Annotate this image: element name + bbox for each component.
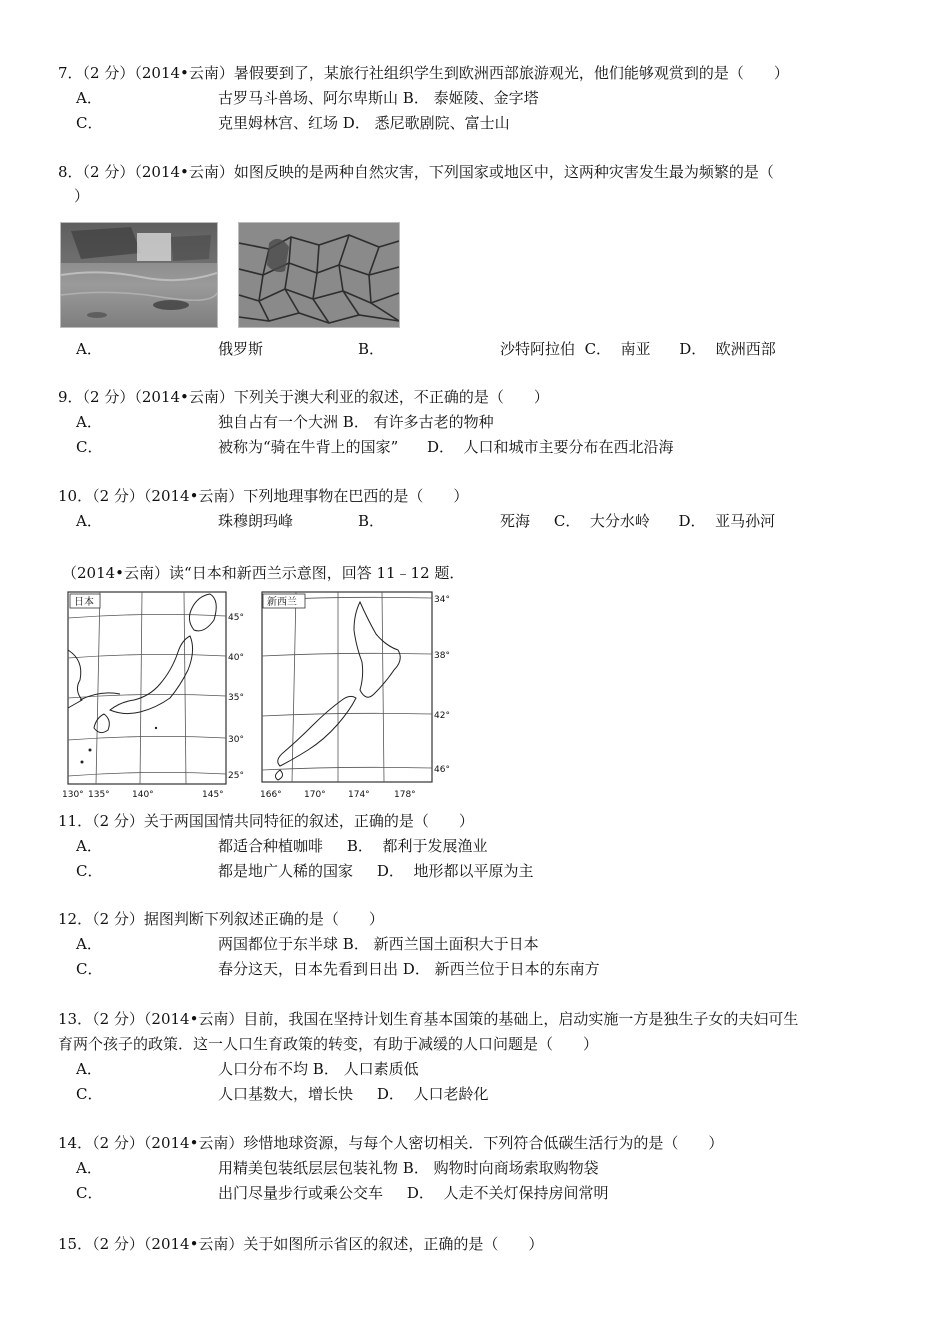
option-c-text: 都是地广人稀的国家 — [218, 862, 354, 880]
option-label-d: D． — [376, 1085, 404, 1103]
option-label-a: A． — [76, 413, 102, 431]
option-c-text: 出门尽量步行或乘公交车 — [218, 1184, 384, 1202]
option-label-c: C． — [76, 114, 103, 132]
question-10-stem: 10．（2 分）（2014•云南）下列地理事物在巴西的是（ ） — [58, 487, 469, 505]
lon-label: 145° — [202, 790, 224, 800]
option-label-b: B． — [358, 340, 385, 358]
lon-label: 130° — [62, 790, 84, 800]
option-label-c: C． — [553, 512, 581, 530]
option-a-text: 古罗马斗兽场、阿尔卑斯山 — [218, 89, 399, 107]
japan-map — [60, 590, 250, 806]
option-b-text: 人口素质低 — [343, 1060, 419, 1078]
option-c-text: 人口基数大，增长快 — [218, 1085, 354, 1103]
option-b-text: 有许多古老的物种 — [373, 413, 494, 431]
option-label-a: A． — [76, 1159, 102, 1177]
lon-label: 174° — [348, 790, 370, 800]
option-c-text: 南亚 — [620, 340, 651, 358]
option-a-text: 两国都位于东半球 — [218, 935, 339, 953]
option-label-d: D． — [679, 340, 707, 358]
lat-label: 42° — [434, 711, 450, 721]
option-label-b: B． — [358, 512, 385, 530]
option-label-d: D． — [402, 960, 430, 978]
drought-photo — [238, 222, 400, 328]
option-label-c: C． — [76, 438, 103, 456]
lon-label: 140° — [132, 790, 154, 800]
option-d-text: 新西兰位于日本的东南方 — [434, 960, 600, 978]
question-12-stem: 12．（2 分）据图判断下列叙述正确的是（ ） — [58, 910, 384, 928]
option-c-text: 克里姆林宫、红场 — [218, 114, 339, 132]
option-d-text: 亚马孙河 — [715, 512, 776, 530]
question-7-stem: 7．（2 分）（2014•云南）暑假要到了，某旅行社组织学生到欧洲西部旅游观光，他们能够观赏到的是（ ） — [58, 64, 789, 82]
lat-label: 34° — [434, 595, 450, 605]
option-label-c: C． — [76, 862, 103, 880]
option-b-text: 新西兰国土面积大于日本 — [373, 935, 539, 953]
option-line — [218, 412, 494, 432]
new-zealand-map-svg — [258, 590, 458, 802]
flood-photo-image — [61, 223, 217, 327]
option-label-b: B． — [342, 935, 369, 953]
lat-label: 35° — [228, 693, 244, 703]
option-d-text: 悉尼歌剧院、富士山 — [374, 114, 510, 132]
option-d-text: 地形都以平原为主 — [413, 862, 534, 880]
option-label-b: B． — [402, 89, 429, 107]
option-line — [218, 959, 600, 979]
lat-label: 25° — [228, 771, 244, 781]
option-label-b: B． — [312, 1060, 339, 1078]
lon-label: 135° — [88, 790, 110, 800]
option-line — [218, 88, 539, 108]
option-label-a: A． — [76, 89, 102, 107]
option-line — [218, 1059, 419, 1079]
option-line — [218, 437, 674, 457]
option-c-text: 大分水岭 — [589, 512, 650, 530]
option-d-text: 人口和城市主要分布在西北沿海 — [463, 438, 674, 456]
flood-photo — [60, 222, 218, 328]
question-15-stem: 15．（2 分）（2014•云南）关于如图所示省区的叙述，正确的是（ ） — [58, 1235, 544, 1253]
option-label-b: B． — [346, 837, 373, 855]
option-label-c: C． — [76, 960, 103, 978]
question-14-stem: 14．（2 分）（2014•云南）珍惜地球资源，与每个人密切相关．下列符合低碳生活行为的是（ ） — [58, 1134, 724, 1152]
option-label-c: C． — [76, 1085, 103, 1103]
option-line — [218, 861, 533, 881]
lon-label: 170° — [304, 790, 326, 800]
option-line — [218, 1158, 599, 1178]
option-label-a: A． — [76, 512, 102, 530]
lat-label: 40° — [228, 653, 244, 663]
option-label-d: D． — [426, 438, 454, 456]
question-8-stem: 8．（2 分）（2014•云南）如图反映的是两种自然灾害，下列国家或地区中，这两种灾害发生最为频繁的是（ — [58, 163, 774, 181]
option-d-text: 人口老龄化 — [413, 1085, 489, 1103]
lat-label: 38° — [434, 651, 450, 661]
question-13-stem: 13．（2 分）（2014•云南）目前，我国在坚持计划生育基本国策的基础上，启动实施一方是独生子女的夫妇可生 — [58, 1010, 799, 1028]
option-line — [500, 339, 776, 359]
option-line — [218, 934, 539, 954]
option-label-a: A． — [76, 1060, 102, 1078]
new-zealand-map — [258, 590, 458, 806]
japan-map-title: 日本 — [74, 597, 94, 608]
option-a-text: 独自占有一个大洲 — [218, 413, 339, 431]
lat-label: 46° — [434, 765, 450, 775]
option-a-text: 珠穆朗玛峰 — [218, 512, 294, 530]
option-label-d: D． — [406, 1184, 434, 1202]
option-line — [218, 836, 487, 856]
lat-label: 45° — [228, 613, 244, 623]
option-a-text: 用精美包装纸层层包装礼物 — [218, 1159, 399, 1177]
new-zealand-map-title: 新西兰 — [267, 597, 297, 608]
question-13-stem-cont: 育两个孩子的政策．这一人口生育政策的转变，有助于减缓的人口问题是（ ） — [58, 1035, 599, 1053]
option-label-a: A． — [76, 935, 102, 953]
option-label-a: A． — [76, 837, 102, 855]
option-label-d: D． — [342, 114, 370, 132]
option-line — [218, 1084, 488, 1104]
option-a-text: 人口分布不均 — [218, 1060, 309, 1078]
option-b-text: 泰姬陵、金字塔 — [433, 89, 539, 107]
option-a-text: 俄罗斯 — [218, 340, 264, 358]
option-line — [218, 1183, 608, 1203]
lon-label: 166° — [260, 790, 282, 800]
option-label-c: C． — [584, 340, 612, 358]
option-line — [218, 113, 510, 133]
drought-photo-image — [239, 223, 399, 327]
option-label-b: B． — [342, 413, 369, 431]
question-8-stem-cont: ） — [74, 187, 90, 205]
option-label-a: A． — [76, 340, 102, 358]
question-9-stem: 9．（2 分）（2014•云南）下列关于澳大利亚的叙述，不正确的是（ ） — [58, 388, 549, 406]
lat-label: 30° — [228, 735, 244, 745]
option-d-text: 欧洲西部 — [715, 340, 776, 358]
option-c-text: 被称为“骑在牛背上的国家” — [218, 438, 399, 456]
option-a-text: 都适合种植咖啡 — [218, 837, 324, 855]
option-label-b: B． — [402, 1159, 429, 1177]
japan-map-svg — [60, 590, 250, 802]
maps-intro: （2014•云南）读“日本和新西兰示意图，回答 11﹣12 题． — [62, 564, 465, 582]
option-b-text: 沙特阿拉伯 — [500, 340, 576, 358]
option-b-text: 购物时向商场索取购物袋 — [433, 1159, 599, 1177]
option-b-text: 死海 — [500, 512, 531, 530]
option-label-c: C． — [76, 1184, 103, 1202]
option-label-d: D． — [376, 862, 404, 880]
option-c-text: 春分这天，日本先看到日出 — [218, 960, 399, 978]
option-line — [500, 511, 775, 531]
lon-label: 178° — [394, 790, 416, 800]
question-11-stem: 11．（2 分）关于两国国情共同特征的叙述，正确的是（ ） — [58, 812, 474, 830]
option-d-text: 人走不关灯保持房间常明 — [443, 1184, 609, 1202]
option-label-d: D． — [678, 512, 706, 530]
option-b-text: 都利于发展渔业 — [382, 837, 488, 855]
